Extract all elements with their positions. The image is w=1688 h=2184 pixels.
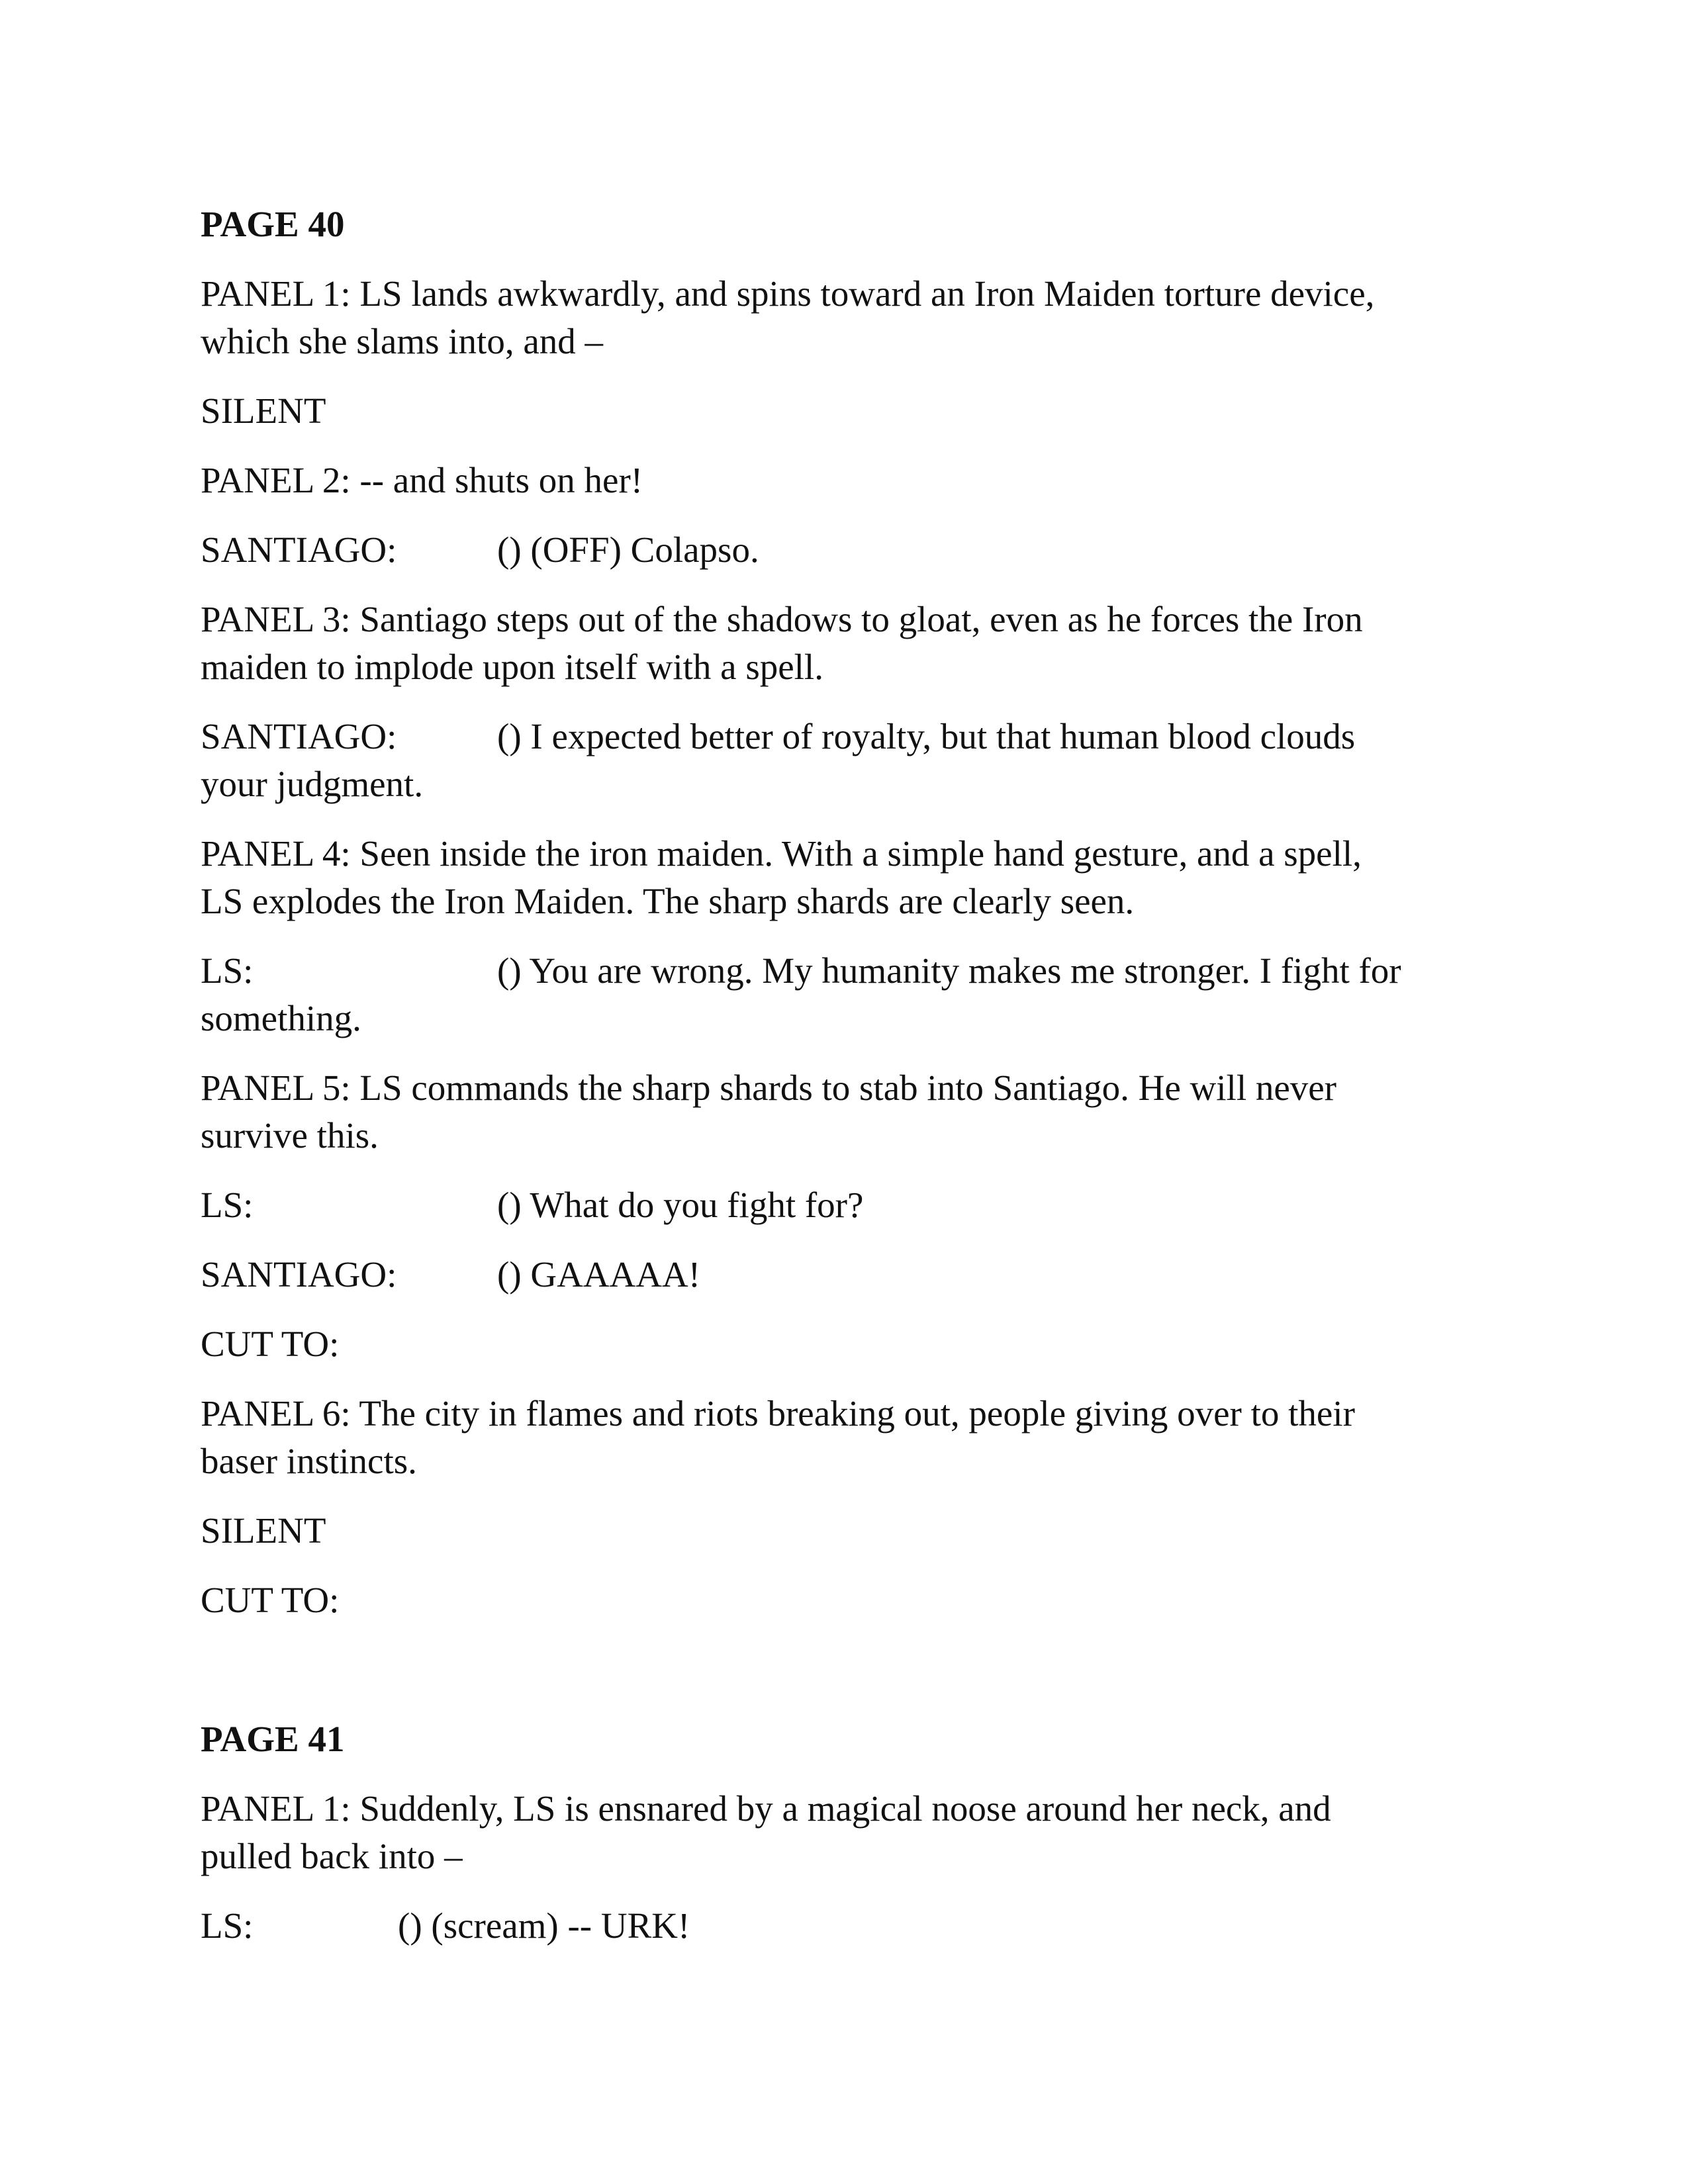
panel-6-action-line-1: PANEL 6: The city in flames and riots breaking out, people giving over to their bbox=[201, 1393, 1355, 1433]
speaker-name: SANTIAGO: bbox=[201, 716, 397, 756]
panel-2-dialogue bbox=[201, 526, 759, 574]
panel-3-dialogue-continued: your judgment. bbox=[201, 764, 424, 804]
panel-4-action-line-1: PANEL 4: Seen inside the iron maiden. With a simple hand gesture, and a spell, bbox=[201, 833, 1362, 874]
dialogue-text: () GAAAAA! bbox=[497, 1254, 701, 1295]
panel-2-action: PANEL 2: -- and shuts on her! bbox=[201, 460, 643, 500]
page-41-panel-1-action-line-2: pulled back into – bbox=[201, 1836, 463, 1876]
cut-to-1: CUT TO: bbox=[201, 1324, 340, 1364]
speaker-name: LS: bbox=[201, 1185, 254, 1225]
cut-to-2: CUT TO: bbox=[201, 1580, 340, 1620]
speaker-name: SANTIAGO: bbox=[201, 529, 397, 570]
panel-4-action-line-2: LS explodes the Iron Maiden. The sharp shards are clearly seen. bbox=[201, 881, 1135, 921]
panel-1-action-line-1: PANEL 1: LS lands awkwardly, and spins toward an Iron Maiden torture device, bbox=[201, 273, 1375, 314]
panel-1-action-line-2: which she slams into, and – bbox=[201, 321, 603, 361]
page-41-panel-1-dialogue bbox=[201, 1902, 690, 1950]
panel-1-silent: SILENT bbox=[201, 390, 326, 431]
speaker-name: SANTIAGO: bbox=[201, 1254, 397, 1295]
panel-3-dialogue bbox=[201, 713, 1356, 760]
panel-3-action-line-1: PANEL 3: Santiago steps out of the shadows to gloat, even as he forces the Iron bbox=[201, 599, 1363, 639]
panel-3-action-line-2: maiden to implode upon itself with a spell. bbox=[201, 647, 823, 687]
page-40-heading: PAGE 40 bbox=[201, 204, 345, 244]
panel-4-dialogue-continued: something. bbox=[201, 998, 361, 1038]
panel-5-action-line-2: survive this. bbox=[201, 1115, 379, 1156]
panel-6-action-line-2: baser instincts. bbox=[201, 1441, 417, 1481]
dialogue-text: () I expected better of royalty, but that human blood clouds bbox=[497, 716, 1356, 756]
panel-5-action-line-1: PANEL 5: LS commands the sharp shards to stab into Santiago. He will never bbox=[201, 1068, 1336, 1108]
dialogue-text: () (scream) -- URK! bbox=[398, 1905, 690, 1946]
speaker-name: LS: bbox=[201, 950, 254, 991]
page-41-panel-1-action-line-1: PANEL 1: Suddenly, LS is ensnared by a magical noose around her neck, and bbox=[201, 1788, 1331, 1829]
speaker-name: LS: bbox=[201, 1905, 254, 1946]
dialogue-text: () You are wrong. My humanity makes me stronger. I fight for bbox=[497, 950, 1401, 991]
panel-5-dialogue-2 bbox=[201, 1251, 701, 1298]
page-41-heading: PAGE 41 bbox=[201, 1719, 345, 1759]
panel-4-dialogue bbox=[201, 947, 1401, 995]
panel-6-silent: SILENT bbox=[201, 1510, 326, 1551]
dialogue-text: () What do you fight for? bbox=[497, 1185, 864, 1225]
panel-5-dialogue-1 bbox=[201, 1181, 864, 1229]
dialogue-text: () (OFF) Colapso. bbox=[497, 529, 759, 570]
